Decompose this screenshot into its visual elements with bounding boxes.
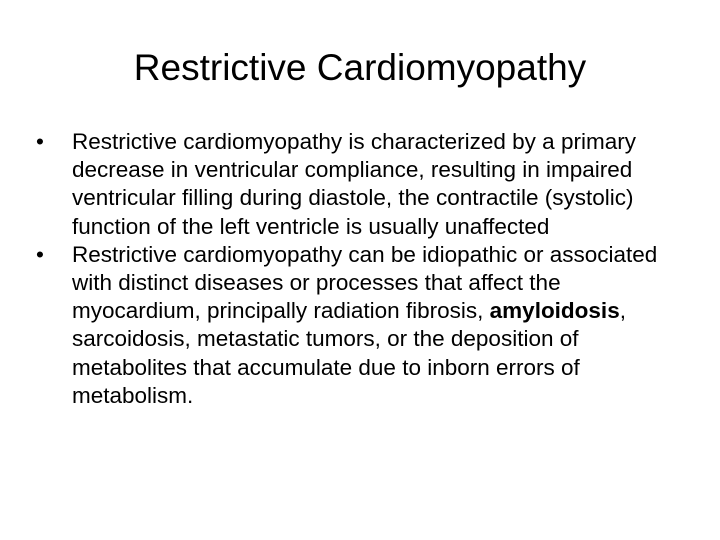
bullet-text: Restrictive cardiomyopathy is characterized by a primary decrease in ventricular compliance, resulting in impaired ventricular filling during diastole, the contractile (systolic) function of the left ventricle is usually unaffected bbox=[72, 129, 636, 239]
bullet-marker: • bbox=[36, 129, 44, 154]
bullet-item-causes bbox=[36, 241, 686, 410]
bullet-item-compliance bbox=[36, 128, 686, 241]
bullet-list bbox=[36, 128, 686, 410]
bullet-text-before: Restrictive cardiomyopathy can be idiopathic or associated with distinct diseases or processes that affect the myocardium, principally radiation fibrosis, bbox=[72, 241, 658, 324]
slide-title: Restrictive Cardiomyopathy bbox=[133, 47, 587, 88]
bullet-text-after: , sarcoidosis, metastatic tumors, or the deposition of metabolites that accumulate due to inborn errors of metabolism. bbox=[72, 298, 626, 408]
bold-term-amyloidosis: amyloidosis bbox=[489, 298, 620, 324]
bullet-marker: • bbox=[36, 241, 44, 267]
